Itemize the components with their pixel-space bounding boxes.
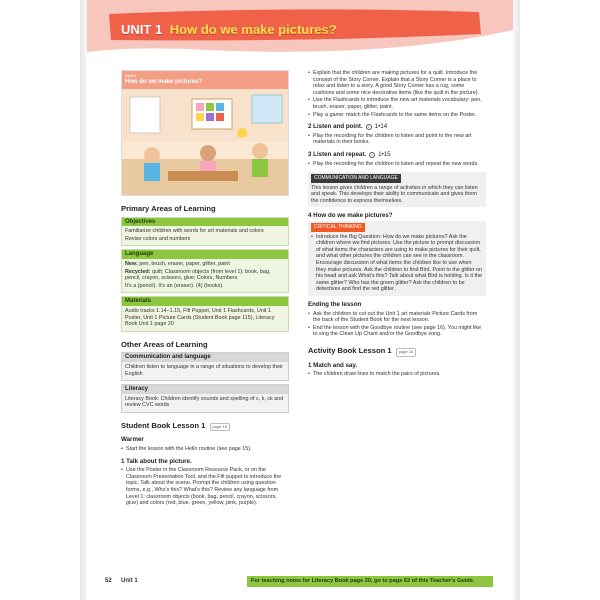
footer-note: For teaching notes for Literacy Book page 20, go to page 62 of this Teacher's Guide. (247, 576, 493, 587)
language-structures: It's a (pencil). It's an (eraser). (4) (books). (125, 282, 224, 289)
ending-item-2: • End the lesson with the Goodbye routine (see page 16). You might like to sing the Clean Up Chant and/or the Goodbye song. (308, 325, 486, 338)
listen-point-heading (308, 124, 486, 131)
listen-point-title: 2 Listen and point. (308, 123, 363, 131)
audio-icon: ♪ (367, 124, 370, 130)
materials-head: Materials (122, 297, 288, 306)
communication-language-text: This lesson gives children a range of activities in which they can listen and speak. This develops their ability to communicate and gives them the confidence to express themselves. (311, 184, 478, 204)
communication-language-label: COMMUNICATION AND LANGUAGE (311, 174, 401, 183)
language-head: Language (122, 250, 288, 259)
banner-unit: UNIT 1 (121, 22, 163, 37)
critical-thinking-label: CRITICAL THINKING (311, 223, 365, 232)
talk-heading: 1 Talk about the picture. (121, 457, 192, 465)
talk-item: • Use the Poster in the Classroom Resource Pack, or on the Classroom Presentation Tool, and the Fifi puppet to introduce the topic. Talk about the scene. Prompt the children using question forms, e.g., Who's this? What's this? Review any language from Level 1: classroom objects (book, bag, pencil, crayon, scissors, glue) and colors (red, blue, green, yellow, pink, purple). (121, 467, 289, 507)
objectives-line-1: Familiarize children with words for art materials and colors (125, 228, 264, 235)
listen-repeat-title: 3 Listen and repeat. (308, 150, 367, 158)
activity-book-heading (308, 348, 486, 357)
thumbnail-title: How do we make pictures? (125, 79, 203, 85)
materials-box (121, 296, 289, 331)
communication-text: Children listen to language in a range of situations to develop their English (125, 363, 283, 377)
thumbnail-unit: Unit 1 (125, 73, 137, 78)
language-new-text: pen, brush, eraser, paper, glitter, paint (137, 260, 230, 267)
left-column (121, 70, 289, 508)
activity-book-title: Activity Book Lesson 1 (308, 346, 392, 355)
critical-thinking-item: • Introduce the Big Question: How do we make pictures? Ask the children where we find pictures. Use the picture to prompt discussion of what items the characters are using to make pictures for their quilt, and what other pictures the children can see in the classroom. Encourage discussion of what items the children like to use when they make pictures. Ask the children to find Bird. Point to the glitter on his head and ask What's this? Talk about what Bird is holding. Is it the same glitter? Who has the green glitter? Ask the children to be detectives and find the red glitter. (311, 234, 483, 293)
listen-point-track: 1•14 (374, 123, 388, 131)
literacy-text: Literacy Book: Children identify sounds and spelling of c, k, ck and review CVC words (125, 395, 284, 409)
literacy-head: Literacy (122, 385, 288, 394)
warmer-heading: Warmer (121, 436, 144, 444)
listen-repeat-item: • Play the recording for the children to listen and repeat the new words. (308, 161, 486, 168)
language-recycled-label: Recycled: (125, 268, 151, 275)
objectives-box (121, 217, 289, 247)
match-item: • The children draw lines to match the pairs of pictures. (308, 371, 486, 378)
page-edge-right (513, 0, 520, 600)
materials-text: Audio tracks 1.14–1.15, Fifi Puppet, Unit 1 Flashcards, Unit 1 Poster, Unit 1 Picture Cards (Student Book page 115), Literacy Book Unit 1 page 20 (125, 307, 275, 328)
listen-repeat-track: 1•15 (378, 150, 391, 158)
right-column (308, 70, 486, 379)
objectives-head: Objectives (122, 218, 288, 227)
listen-point-item: • Play the recording for the children to listen and point to the new art materials in their books. (308, 133, 486, 146)
listen-repeat-heading (308, 152, 486, 159)
page-edge-left (80, 0, 87, 600)
intro-item-1: • Explain that the children are making pictures for a quilt. Introduce the concept of the Story Corner. Explain that a Story Corner is a place to relax and listen to a story. A good Story Corner has a rug, some cushions and some nice decorative items (like the quilt in the picture). (308, 70, 486, 96)
communication-language-panel (308, 172, 486, 206)
student-book-title: Student Book Lesson 1 (121, 420, 206, 430)
footer-unit: Unit 1 (121, 578, 138, 584)
audio-icon: ♪ (371, 152, 374, 158)
ending-item-1: • Ask the children to cut out the Unit 1 art materials Picture Cards from the back of the Student Book for the next lesson. (308, 311, 486, 324)
banner-question: How do we make pictures? (169, 22, 337, 37)
page-footer (87, 576, 513, 590)
activity-book-page-tag: page 16 (396, 348, 416, 357)
student-book-heading (121, 420, 289, 432)
other-areas-heading: Other Areas of Learning (121, 339, 208, 349)
banner-title (121, 22, 337, 37)
literacy-box (121, 384, 289, 413)
intro-item-3: • Play a game: match the Flashcards to the same items on the Poster. (308, 112, 486, 119)
warmer-item: • Start the lesson with the Hello routine (see page 15). (121, 446, 289, 453)
student-book-thumbnail (121, 70, 289, 196)
primary-areas-heading: Primary Areas of Learning (121, 204, 216, 213)
language-new-label: New: (125, 260, 138, 267)
unit-banner (87, 0, 513, 58)
critical-thinking-panel (308, 221, 486, 296)
match-heading: 1 Match and say. (308, 361, 358, 369)
language-box (121, 249, 289, 293)
ending-heading: Ending the lesson (308, 301, 362, 309)
page-number: 52 (105, 578, 112, 584)
how-heading: 4 How do we make pictures? (308, 211, 393, 219)
communication-box (121, 352, 289, 381)
student-book-page-tag: page 18 (210, 423, 230, 432)
document-page (87, 0, 513, 600)
classroom-illustration (122, 71, 289, 196)
communication-head: Communication and language (122, 353, 288, 362)
objectives-line-2: Revise colors and numbers (125, 235, 191, 242)
language-recycled-text: quilt; Classroom objects (from level 1): book, bag, pencil, crayon, scissors, glue; Colors, Numbers (125, 268, 271, 282)
intro-item-2: • Use the Flashcards to introduce the new art materials vocabulary: pen, brush, eraser, paper, glitter, paint. (308, 97, 486, 110)
